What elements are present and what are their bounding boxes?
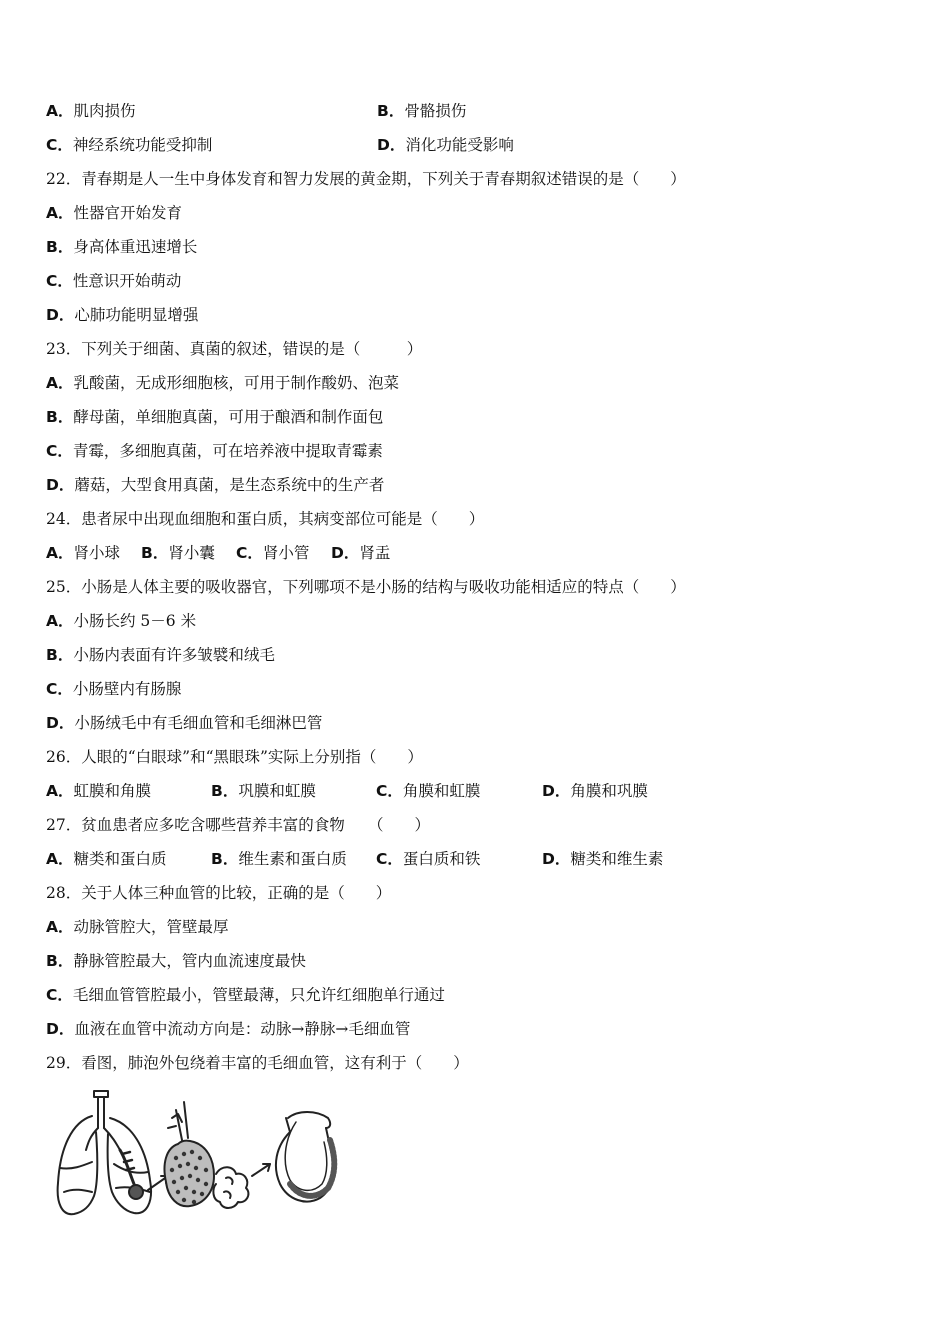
q22-option-c: C．性意识开始萌动 <box>46 272 182 290</box>
option-c: C．蛋白质和铁 <box>376 850 481 868</box>
option-b: B．维生素和蛋白质 <box>211 850 347 868</box>
q24-option-row <box>46 543 390 563</box>
option-c: C．肾小管 <box>236 544 310 562</box>
question-27-stem: 27．贫血患者应多吃含哪些营养丰富的食物 （ ） <box>46 816 430 834</box>
q28-option-a: A．动脉管腔大，管壁最厚 <box>46 918 229 936</box>
lung-alveoli-figure <box>50 1088 345 1223</box>
q27-option-row <box>46 849 663 869</box>
option-c: C．角膜和虹膜 <box>376 782 481 800</box>
question-22-stem: 22．青春期是人一生中身体发育和智力发展的黄金期，下列关于青春期叙述错误的是（ ） <box>46 170 686 188</box>
option-c: C．神经系统功能受抑制 <box>46 136 213 154</box>
option-a: A．糖类和蛋白质 <box>46 850 167 868</box>
q25-option-c: C．小肠壁内有肠腺 <box>46 680 182 698</box>
q25-option-b: B．小肠内表面有许多皱襞和绒毛 <box>46 646 275 664</box>
option-a: A．肾小球 <box>46 544 121 562</box>
option-b: B．肾小囊 <box>141 544 215 562</box>
q22-option-b: B．身高体重迅速增长 <box>46 238 198 256</box>
question-23-stem: 23．下列关于细菌、真菌的叙述，错误的是（ ） <box>46 340 423 358</box>
option-b: B．巩膜和虹膜 <box>211 782 316 800</box>
option-a: A．肌肉损伤 <box>46 102 136 120</box>
bronchiole-drawing <box>165 1102 249 1208</box>
question-29-stem: 29．看图，肺泡外包绕着丰富的毛细血管，这有利于（ ） <box>46 1054 469 1072</box>
q26-option-row <box>46 781 648 801</box>
prev-question-option-row <box>46 135 514 155</box>
lungs-drawing <box>58 1091 151 1214</box>
question-28-stem: 28．关于人体三种血管的比较，正确的是（ ） <box>46 884 392 902</box>
question-25-stem: 25．小肠是人体主要的吸收器官，下列哪项不是小肠的结构与吸收功能相适应的特点（ ） <box>46 578 686 596</box>
q23-option-d: D．蘑菇，大型食用真菌，是生态系统中的生产者 <box>46 476 385 494</box>
q22-option-d: D．心肺功能明显增强 <box>46 306 199 324</box>
q22-option-a: A．性器官开始发育 <box>46 204 183 222</box>
q28-option-d: D．血液在血管中流动方向是：动脉→静脉→毛细血管 <box>46 1020 411 1038</box>
alveolus-capillary-drawing <box>276 1112 334 1202</box>
q25-option-a: A．小肠长约 5－6 米 <box>46 612 197 630</box>
option-b: B．骨骼损伤 <box>377 102 467 120</box>
question-26-stem: 26．人眼的“白眼球”和“黑眼珠”实际上分别指（ ） <box>46 748 423 766</box>
option-a: A．虹膜和角膜 <box>46 782 152 800</box>
question-24-stem: 24．患者尿中出现血细胞和蛋白质，其病变部位可能是（ ） <box>46 510 485 528</box>
q28-option-c: C．毛细血管管腔最小，管壁最薄，只允许红细胞单行通过 <box>46 986 445 1004</box>
q23-option-b: B．酵母菌，单细胞真菌，可用于酿酒和制作面包 <box>46 408 384 426</box>
q23-option-c: C．青霉，多细胞真菌，可在培养液中提取青霉素 <box>46 442 383 460</box>
q25-option-d: D．小肠绒毛中有毛细血管和毛细淋巴管 <box>46 714 323 732</box>
option-d: D．消化功能受影响 <box>377 136 514 154</box>
option-d: D．糖类和维生素 <box>542 850 664 868</box>
q23-option-a: A．乳酸菌，无成形细胞核，可用于制作酸奶、泡菜 <box>46 374 400 392</box>
q28-option-b: B．静脉管腔最大，管内血流速度最快 <box>46 952 306 970</box>
prev-question-option-row <box>46 101 466 121</box>
option-d: D．肾盂 <box>331 544 391 562</box>
option-d: D．角膜和巩膜 <box>542 782 648 800</box>
